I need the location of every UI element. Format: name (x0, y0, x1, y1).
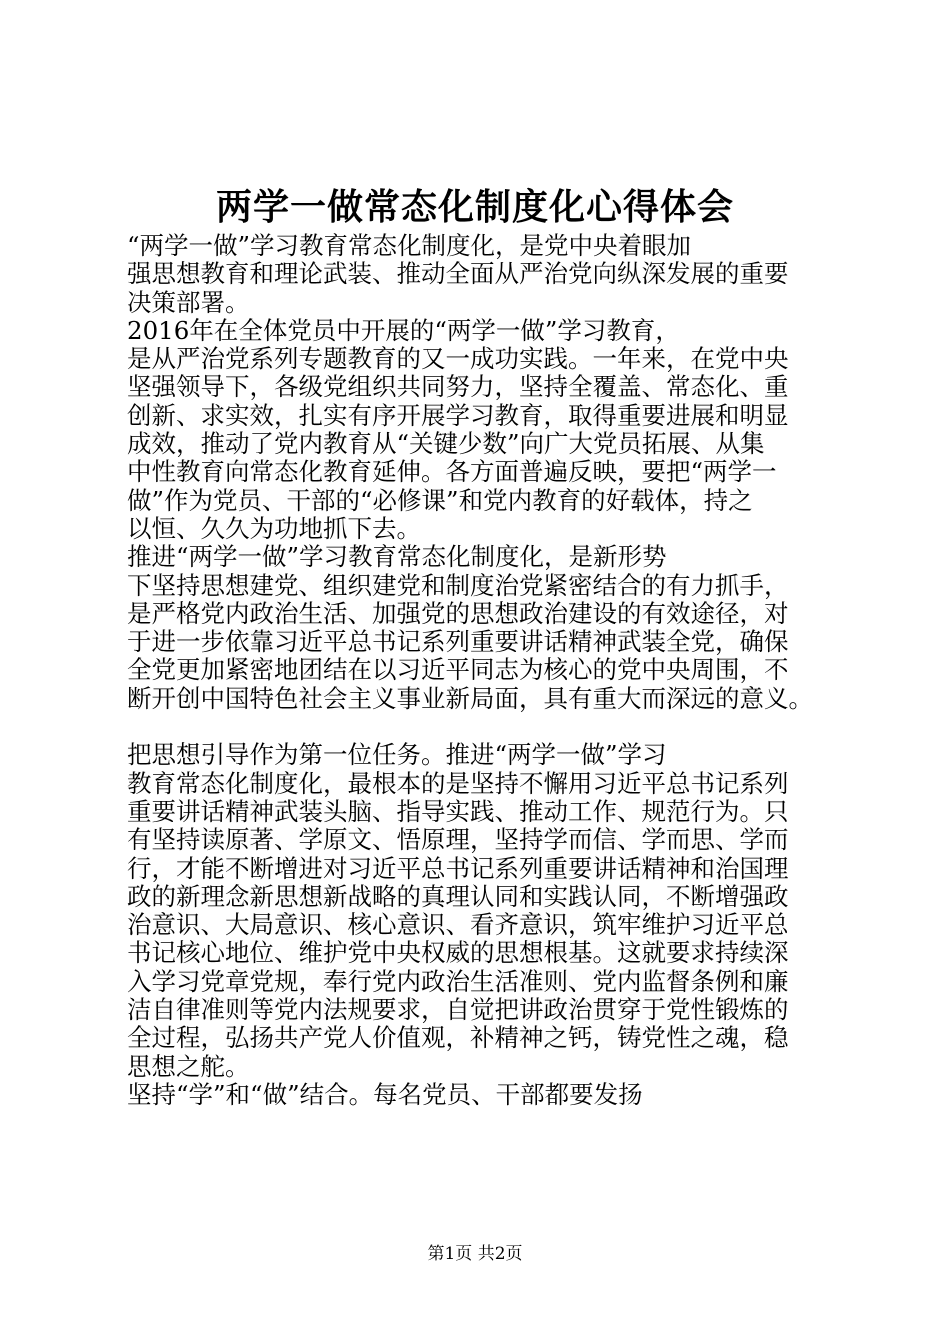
text-line: 有坚持读原著、学原文、悟原理，坚持学而信、学而思、学而 (127, 825, 789, 855)
text-line: 书记核心地位、维护党中央权威的思想根基。这就要求持续深 (127, 938, 789, 968)
text-line: 断开创中国特色社会主义事业新局面，具有重大而深远的意义。 (127, 683, 813, 713)
text-line: 重要讲话精神武装头脑、指导实践、推动工作、规范行为。只 (127, 796, 789, 826)
text-line: 治意识、大局意识、核心意识、看齐意识，筑牢维护习近平总 (127, 910, 789, 940)
text-line: 全党更加紧密地团结在以习近平同志为核心的党中央周围，不 (127, 655, 789, 685)
text-line: 坚持“学”和“做”结合。每名党员、干部都要发扬 (127, 1079, 643, 1109)
text-line: 坚强领导下，各级党组织共同努力，坚持全覆盖、常态化、重 (127, 372, 789, 402)
text-line: 以恒、久久为功地抓下去。 (127, 513, 421, 543)
text-line: 推进“两学一做”学习教育常态化制度化，是新形势 (127, 542, 667, 572)
text-line: 入学习党章党规，奉行党内政治生活准则、党内监督条例和廉 (127, 966, 789, 996)
document-title: 两学一做常态化制度化心得体会 (215, 187, 734, 228)
text-line: 思想之舵。 (127, 1051, 250, 1081)
text-line: 强思想教育和理论武装、推动全面从严治党向纵深发展的重要 (127, 259, 789, 289)
text-line: 全过程，弘扬共产党人价值观，补精神之钙，铸党性之魂，稳 (127, 1023, 789, 1053)
text-line: 是严格党内政治生活、加强党的思想政治建设的有效途径，对 (127, 598, 789, 628)
document-body (127, 232, 827, 1109)
text-line: 创新、求实效，扎实有序开展学习教育，取得重要进展和明显 (127, 400, 789, 430)
text-line: 教育常态化制度化，最根本的是坚持不懈用习近平总书记系列 (127, 768, 789, 798)
text-line: “两学一做”学习教育常态化制度化，是党中央着眼加 (127, 231, 692, 260)
text-line: 中性教育向常态化教育延伸。各方面普遍反映，要把“两学一 (127, 457, 777, 487)
text-line: 决策部署。 (127, 287, 250, 317)
text-line: 洁自律准则等党内法规要求，自觉把讲政治贯穿于党性锻炼的 (127, 995, 789, 1025)
text-line: 下坚持思想建党、组织建党和制度治党紧密结合的有力抓手， (127, 570, 789, 600)
text-line: 做”作为党员、干部的“必修课”和党内教育的好载体，持之 (127, 485, 753, 515)
text-line: 成效，推动了党内教育从“关键少数”向广大党员拓展、从集 (127, 429, 765, 459)
paragraph-gap (127, 713, 827, 741)
text-line: 是从严治党系列专题教育的又一成功实践。一年来，在党中央 (127, 344, 789, 374)
text-line: 政的新理念新思想新战略的真理认同和实践认同，不断增强政 (127, 881, 789, 911)
text-line: 行，才能不断增进对习近平总书记系列重要讲话精神和治国理 (127, 853, 789, 883)
text-line: 把思想引导作为第一位任务。推进“两学一做”学习 (127, 740, 667, 770)
text-line: 2016年在全体党员中开展的“两学一做”学习教育， (127, 315, 680, 345)
page-footer: 第1页 共2页 (427, 1244, 523, 1264)
text-line: 于进一步依靠习近平总书记系列重要讲话精神武装全党，确保 (127, 627, 789, 657)
